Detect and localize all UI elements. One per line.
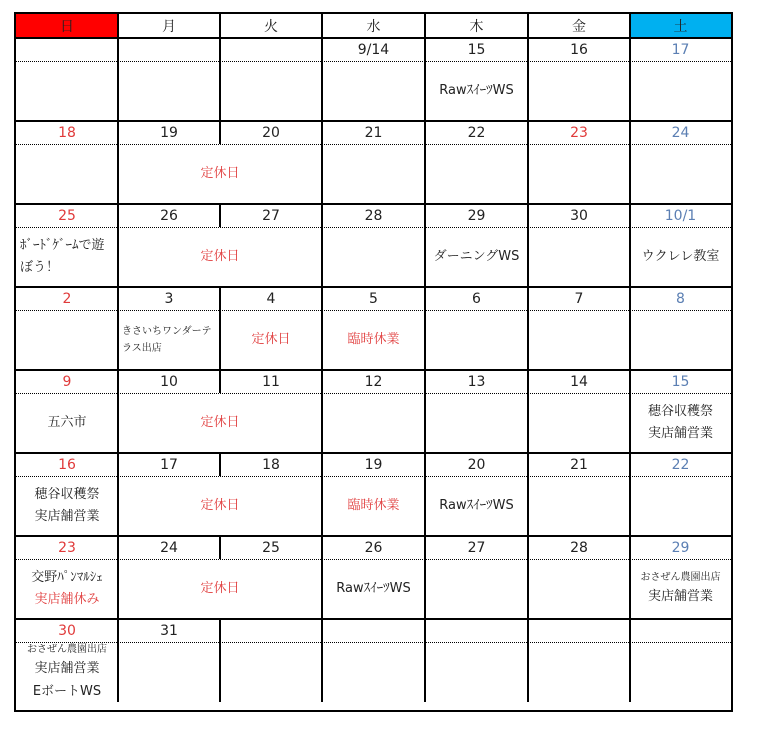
grid-line — [424, 287, 426, 310]
grid-line — [424, 144, 426, 204]
grid-line — [527, 536, 529, 559]
grid-line — [321, 144, 323, 204]
date-label: 20 — [467, 456, 486, 473]
grid-line — [424, 61, 426, 121]
grid-line — [117, 121, 119, 144]
grid-line — [629, 38, 631, 61]
date-label: 13 — [467, 373, 486, 390]
event-text: 実店舗営業 — [34, 509, 100, 524]
date-label: 5 — [369, 290, 378, 307]
event-block — [118, 393, 322, 453]
date-label: 15 — [671, 373, 690, 390]
grid-line — [321, 453, 323, 476]
grid-line — [219, 204, 221, 227]
grid-line — [321, 310, 323, 370]
grid-line — [219, 642, 221, 702]
grid-line — [527, 38, 529, 61]
date-label: 16 — [570, 41, 588, 58]
event-text: 定休日 — [200, 248, 240, 264]
grid-line — [321, 38, 323, 61]
event-block — [322, 310, 425, 370]
event-block — [630, 559, 731, 619]
grid-line — [16, 393, 731, 394]
date-label: 16 — [58, 456, 76, 473]
grid-line — [16, 369, 731, 371]
date-label: 24 — [160, 539, 178, 556]
date-label: 28 — [570, 539, 588, 556]
grid-line — [629, 393, 631, 453]
grid-line — [527, 619, 529, 642]
date-label: 25 — [58, 207, 76, 224]
grid-line — [219, 61, 221, 121]
grid-line — [527, 121, 529, 144]
event-text: 交野ﾊﾟﾝﾏﾙｼｪ — [31, 569, 103, 585]
grid-line — [527, 204, 529, 227]
grid-line — [527, 370, 529, 393]
event-text: 五六市 — [47, 414, 87, 430]
grid-line — [629, 370, 631, 393]
event-block — [16, 642, 118, 702]
event-block — [16, 476, 118, 536]
event-text: おさぜん農園出店 — [27, 644, 107, 656]
grid-line — [321, 204, 323, 227]
grid-line — [424, 536, 426, 559]
date-label: 31 — [160, 622, 178, 639]
date-label: 27 — [262, 207, 280, 224]
date-label: 9/14 — [357, 41, 390, 58]
grid-line — [219, 536, 221, 559]
event-block — [425, 476, 528, 536]
event-text: ウクレレ教室 — [641, 248, 720, 264]
event-block — [425, 227, 528, 287]
grid-line — [321, 227, 323, 287]
grid-line — [117, 476, 119, 536]
grid-line — [117, 393, 119, 453]
date-label: 28 — [364, 207, 383, 224]
grid-line — [117, 559, 119, 619]
event-text: 定休日 — [200, 580, 240, 596]
date-label: 29 — [467, 207, 486, 224]
grid-line — [16, 120, 731, 122]
date-label: 19 — [160, 124, 178, 141]
event-block — [630, 393, 731, 453]
grid-line — [629, 310, 631, 370]
grid-line — [16, 559, 731, 560]
event-text: ラス出店 — [122, 343, 162, 354]
grid-line — [527, 476, 529, 536]
date-label: 10/1 — [664, 207, 697, 224]
grid-line — [424, 121, 426, 144]
date-label: 6 — [472, 290, 481, 307]
grid-line — [16, 227, 731, 228]
grid-line — [117, 227, 119, 287]
grid-line — [219, 287, 221, 310]
date-label: 4 — [266, 290, 276, 307]
grid-line — [321, 536, 323, 559]
date-label: 12 — [364, 373, 383, 390]
event-text: RawｽｲｰﾂWS — [439, 497, 514, 513]
grid-line — [424, 476, 426, 536]
grid-line — [219, 38, 221, 61]
date-label: 9 — [62, 373, 72, 390]
event-text: 実店舗営業 — [647, 589, 713, 605]
grid-line — [321, 121, 323, 144]
grid-line — [117, 370, 119, 393]
grid-line — [629, 144, 631, 204]
grid-line — [629, 642, 631, 702]
event-text: 定休日 — [251, 331, 291, 347]
grid-line — [219, 370, 221, 393]
date-label: 26 — [160, 207, 178, 224]
grid-line — [321, 619, 323, 642]
date-label: 18 — [58, 124, 76, 141]
grid-line — [527, 61, 529, 121]
date-label: 8 — [676, 290, 685, 307]
date-label: 30 — [58, 622, 76, 639]
grid-line — [424, 310, 426, 370]
grid-line — [424, 559, 426, 619]
grid-line — [16, 452, 731, 454]
date-label: 21 — [570, 456, 588, 473]
event-block — [118, 476, 322, 536]
weekday-header: 土 — [630, 14, 731, 38]
date-label: 29 — [671, 539, 690, 556]
grid-line — [117, 61, 119, 121]
grid-line — [424, 642, 426, 702]
event-block — [16, 559, 118, 619]
date-label: 22 — [467, 124, 486, 141]
grid-line — [117, 453, 119, 476]
grid-line — [321, 287, 323, 310]
event-text: 臨時休業 — [347, 331, 400, 347]
grid-line — [629, 536, 631, 559]
grid-line — [16, 642, 731, 643]
grid-line — [424, 393, 426, 453]
grid-line — [629, 453, 631, 476]
grid-line — [321, 476, 323, 536]
date-label: 25 — [262, 539, 280, 556]
grid-line — [629, 287, 631, 310]
grid-line — [219, 121, 221, 144]
date-label: 2 — [62, 290, 72, 307]
date-label: 19 — [364, 456, 383, 473]
grid-line — [219, 453, 221, 476]
grid-line — [219, 310, 221, 370]
grid-line — [321, 559, 323, 619]
grid-line — [117, 38, 119, 61]
grid-line — [629, 204, 631, 227]
date-label: 10 — [160, 373, 178, 390]
grid-line — [321, 642, 323, 702]
event-text: EボートWS — [32, 683, 102, 699]
weekday-header: 水 — [366, 19, 381, 35]
date-label: 23 — [58, 539, 76, 556]
grid-line — [219, 619, 221, 642]
event-text: 定休日 — [200, 414, 240, 430]
grid-line — [424, 619, 426, 642]
grid-line — [527, 144, 529, 204]
date-label: 7 — [574, 290, 584, 307]
weekday-header: 金 — [572, 19, 586, 35]
event-text: RawｽｲｰﾂWS — [439, 82, 514, 98]
event-block — [118, 559, 322, 619]
event-block — [118, 310, 220, 370]
event-text: ダーニングWS — [433, 248, 520, 264]
grid-line — [117, 642, 119, 702]
grid-line — [629, 121, 631, 144]
grid-line — [117, 310, 119, 370]
event-block — [220, 310, 322, 370]
event-block — [118, 227, 322, 287]
grid-line — [629, 61, 631, 121]
grid-line — [527, 287, 529, 310]
weekday-header: 日 — [16, 14, 118, 38]
grid-line — [321, 393, 323, 453]
grid-line — [424, 453, 426, 476]
grid-line — [16, 535, 731, 537]
event-block — [16, 393, 118, 453]
date-label: 22 — [671, 456, 690, 473]
event-text: 実店舗休み — [34, 592, 100, 607]
date-label: 24 — [671, 124, 690, 141]
grid-line — [527, 453, 529, 476]
grid-line — [117, 619, 119, 642]
grid-line — [424, 204, 426, 227]
event-text: 穂谷収穫祭 — [647, 403, 713, 419]
event-text: ﾎﾞｰﾄﾞｹﾞｰﾑで遊 — [20, 237, 105, 253]
event-text: 穂谷収穫祭 — [34, 486, 100, 502]
grid-line — [117, 536, 119, 559]
date-label: 20 — [262, 124, 280, 141]
grid-line — [117, 204, 119, 227]
date-label: 18 — [262, 456, 280, 473]
event-text: きさいちワンダーテ — [122, 326, 212, 337]
event-text: 定休日 — [200, 497, 240, 513]
event-block — [322, 559, 425, 619]
event-text: おさぜん農園出店 — [640, 572, 721, 584]
event-block — [16, 227, 118, 287]
grid-line — [16, 37, 731, 39]
grid-line — [16, 476, 731, 477]
grid-line — [527, 642, 529, 702]
event-text: RawｽｲｰﾂWS — [336, 580, 411, 596]
event-text: 実店舗営業 — [647, 426, 713, 441]
date-label: 17 — [671, 41, 690, 58]
event-text: ぼう！ — [20, 260, 60, 275]
grid-line — [527, 559, 529, 619]
date-label: 3 — [164, 290, 174, 307]
event-block — [322, 476, 425, 536]
event-block — [118, 144, 322, 204]
grid-line — [16, 286, 731, 288]
date-label: 27 — [467, 539, 486, 556]
grid-line — [527, 393, 529, 453]
grid-line — [629, 619, 631, 642]
weekday-header: 月 — [162, 19, 176, 35]
event-text: 実店舗営業 — [34, 661, 100, 677]
event-text: 定休日 — [200, 165, 240, 181]
grid-line — [321, 61, 323, 121]
grid-line — [117, 287, 119, 310]
grid-line — [16, 618, 731, 620]
grid-line — [629, 227, 631, 287]
grid-line — [16, 61, 731, 62]
date-label: 26 — [364, 539, 383, 556]
date-label: 21 — [364, 124, 383, 141]
grid-line — [629, 559, 631, 619]
date-label: 15 — [467, 41, 486, 58]
grid-line — [424, 370, 426, 393]
grid-line — [16, 310, 731, 311]
calendar-grid — [14, 12, 733, 712]
grid-line — [424, 38, 426, 61]
event-block — [425, 61, 528, 121]
date-label: 17 — [160, 456, 178, 473]
date-label: 30 — [570, 207, 588, 224]
grid-line — [527, 227, 529, 287]
grid-line — [629, 476, 631, 536]
event-text: 臨時休業 — [347, 497, 400, 513]
weekday-header: 木 — [469, 19, 484, 35]
grid-line — [16, 144, 731, 145]
grid-line — [527, 310, 529, 370]
grid-line — [424, 227, 426, 287]
date-label: 14 — [570, 373, 588, 390]
date-label: 11 — [262, 373, 280, 390]
date-label: 23 — [570, 124, 588, 141]
event-block — [630, 227, 731, 287]
grid-line — [16, 203, 731, 205]
weekday-header: 火 — [264, 19, 278, 35]
grid-line — [321, 370, 323, 393]
grid-line — [117, 144, 119, 204]
